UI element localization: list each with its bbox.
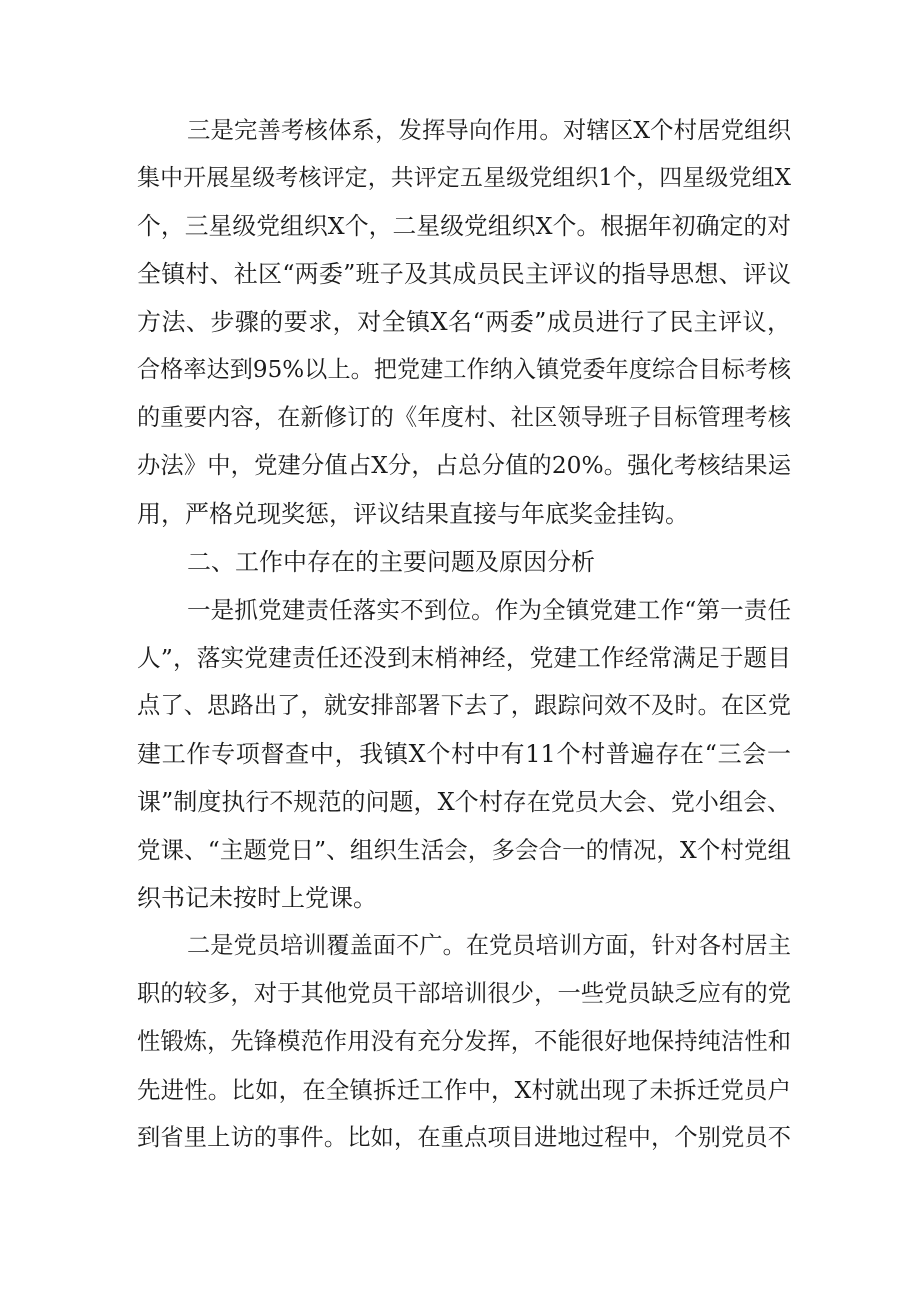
paragraph-two-line-2: 职的较多，对于其他党员干部培训很少，一些党员缺乏应有的党	[137, 980, 791, 1007]
paragraph-one-line-2: 人”，落实党建责任还没到末梢神经，党建工作经常满足于题目	[137, 644, 791, 672]
paragraph-three-line-1: 三是完善考核体系，发挥导向作用。对辖区X个村居党组织	[187, 116, 791, 144]
paragraph-three-line-9: 用，严格兑现奖惩，评议结果直接与年底奖金挂钩。	[137, 500, 689, 528]
paragraph-one-line-5: 课”制度执行不规范的问题，X个村存在党员大会、党小组会、	[137, 788, 791, 816]
section-heading: 二、工作中存在的主要问题及原因分析	[187, 548, 595, 576]
paragraph-two-line-5: 到省里上访的事件。比如，在重点项目进地过程中，个别党员不	[137, 1124, 791, 1151]
paragraph-two-line-3: 性锻炼，先锋模范作用没有充分发挥，不能很好地保持纯洁性和	[137, 1028, 791, 1055]
paragraph-three-line-7: 的重要内容，在新修订的《年度村、社区领导班子目标管理考核	[137, 404, 791, 431]
paragraph-two-line-1: 二是党员培训覆盖面不广。在党员培训方面，针对各村居主	[187, 933, 791, 959]
paragraph-three-line-3: 个，三星级党组织X个，二星级党组织X个。根据年初确定的对	[137, 212, 791, 240]
paragraph-one-line-7: 织书记未按时上党课。	[137, 884, 377, 912]
paragraph-two-line-4: 先进性。比如，在全镇拆迁工作中，X村就出现了未拆迁党员户	[137, 1076, 791, 1104]
paragraph-three-line-5: 方法、步骤的要求，对全镇X名“两委”成员进行了民主评议，	[137, 308, 791, 336]
paragraph-three-line-6: 合格率达到95%以上。把党建工作纳入镇党委年度综合目标考核	[137, 357, 791, 383]
paragraph-three-line-8: 办法》中，党建分值占X分，占总分值的20%。强化考核结果运	[137, 452, 791, 479]
paragraph-three-line-4: 全镇村、社区“两委”班子及其成员民主评议的指导思想、评议	[137, 260, 791, 288]
paragraph-one-line-1: 一是抓党建责任落实不到位。作为全镇党建工作“第一责任	[187, 596, 791, 624]
paragraph-one-line-6: 党课、“主题党日”、组织生活会，多会合一的情况，X个村党组	[137, 836, 791, 864]
paragraph-one-line-3: 点了、思路出了，就安排部署下去了，跟踪问效不及时。在区党	[137, 692, 791, 719]
paragraph-one-line-4: 建工作专项督查中，我镇X个村中有11个村普遍存在“三会一	[137, 740, 791, 768]
paragraph-three-line-2: 集中开展星级考核评定，共评定五星级党组织1个，四星级党组X	[137, 165, 791, 191]
